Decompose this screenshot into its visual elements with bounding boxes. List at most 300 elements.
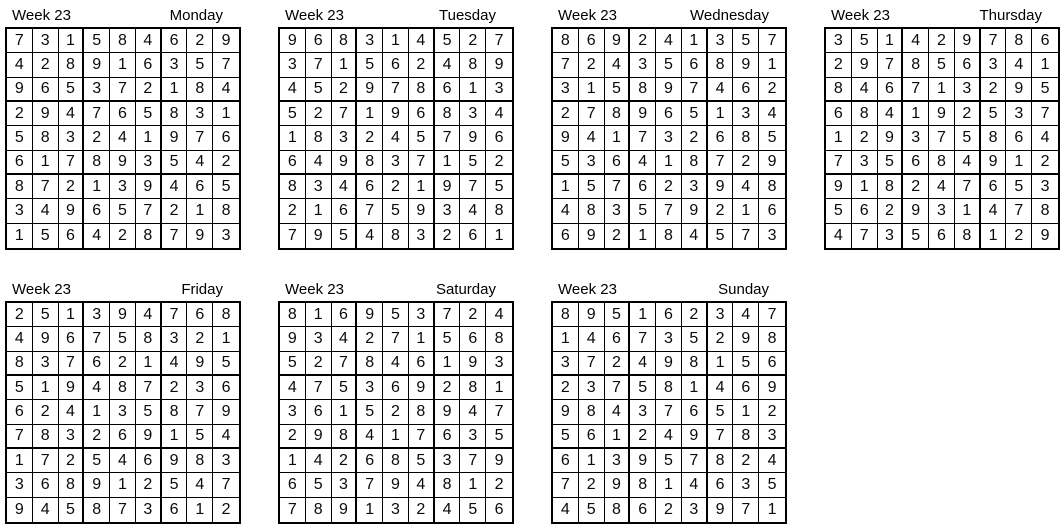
grid-cell: 1 [162, 425, 188, 449]
grid-cell: 8 [306, 126, 332, 150]
grid-cell: 4 [579, 126, 605, 150]
grid-cell: 7 [733, 224, 759, 248]
grid-cell: 1 [955, 199, 981, 223]
grid-cell: 4 [280, 78, 306, 102]
grid-cell: 9 [33, 327, 59, 351]
grid-cell: 8 [332, 425, 358, 449]
grid-cell: 9 [383, 473, 409, 497]
grid-cell: 6 [383, 53, 409, 77]
grid-cell: 1 [826, 126, 852, 150]
grid-cell: 2 [435, 376, 461, 400]
grid-cell: 3 [955, 78, 981, 102]
grid-cell: 1 [213, 102, 239, 126]
grid-cell: 6 [460, 224, 486, 248]
grid-cell: 5 [929, 53, 955, 77]
grid-cell: 2 [383, 400, 409, 424]
grid-cell: 9 [162, 449, 188, 473]
grid-cell: 1 [162, 78, 188, 102]
grid-cell: 9 [213, 29, 239, 53]
grid-cell: 1 [605, 425, 631, 449]
grid-cell: 1 [357, 498, 383, 522]
grid-cell: 9 [306, 224, 332, 248]
grid-cell: 3 [767, 226, 777, 244]
grid-cell: 4 [903, 29, 929, 53]
grid-cell: 4 [162, 352, 188, 376]
grid-cell: 8 [733, 425, 759, 449]
grid-cell: 2 [656, 175, 682, 199]
grid-cell: 5 [435, 29, 461, 53]
grid-cell: 7 [7, 425, 33, 449]
grid-cell: 6 [136, 449, 162, 473]
grid-cell: 5 [878, 151, 904, 175]
grid-cell: 2 [280, 425, 306, 449]
grid-cell: 5 [409, 126, 435, 150]
grid-cell: 9 [579, 303, 605, 327]
grid-cell: 2 [708, 199, 734, 223]
puzzle-header [5, 278, 241, 301]
grid-cell: 7 [213, 473, 239, 497]
grid-cell: 3 [332, 473, 358, 497]
grid-cell: 6 [162, 498, 188, 522]
grid-cell: 1 [929, 78, 955, 102]
grid-cell: 8 [7, 175, 33, 199]
grid-cell: 6 [33, 473, 59, 497]
grid-cell: 2 [136, 78, 162, 102]
day-label: Friday [181, 281, 223, 298]
grid-cell: 7 [187, 126, 213, 150]
grid-cell: 4 [929, 175, 955, 199]
day-label: Sunday [718, 281, 769, 298]
grid-cell: 8 [656, 224, 682, 248]
grid-cell: 6 [630, 175, 656, 199]
grid-cell: 5 [7, 376, 33, 400]
grid-cell: 9 [435, 175, 461, 199]
grid-cell: 4 [656, 425, 682, 449]
grid-cell: 3 [213, 449, 239, 473]
grid-cell: 2 [213, 151, 239, 175]
grid-cell: 7 [708, 425, 734, 449]
grid-cell: 7 [332, 352, 358, 376]
grid-cell: 2 [903, 175, 929, 199]
grid-cell: 8 [903, 53, 929, 77]
grid-cell: 3 [553, 352, 579, 376]
grid-cell: 2 [306, 102, 332, 126]
grid-cell: 4 [136, 303, 162, 327]
grid-cell: 4 [280, 376, 306, 400]
grid-cell: 1 [435, 151, 461, 175]
grid-cell: 8 [1032, 199, 1058, 223]
grid-cell: 1 [494, 226, 504, 244]
grid-cell: 3 [826, 29, 852, 53]
grid-cell: 4 [33, 199, 59, 223]
grid-cell: 7 [7, 29, 33, 53]
sudoku-puzzle-sunday [551, 278, 787, 524]
grid-cell: 3 [981, 53, 1007, 77]
grid-cell: 1 [981, 224, 1007, 248]
grid-cell: 4 [486, 102, 512, 126]
day-label: Thursday [979, 7, 1042, 24]
grid-cell: 9 [1006, 78, 1032, 102]
grid-cell: 9 [656, 78, 682, 102]
grid-cell: 3 [306, 175, 332, 199]
grid-cell: 9 [59, 199, 85, 223]
grid-cell: 4 [1032, 126, 1058, 150]
grid-cell: 6 [682, 53, 708, 77]
grid-cell: 8 [579, 400, 605, 424]
grid-cell: 9 [929, 102, 955, 126]
sudoku-grid [278, 27, 514, 250]
grid-cell: 7 [878, 53, 904, 77]
grid-cell: 9 [553, 400, 579, 424]
grid-cell: 2 [981, 78, 1007, 102]
grid-cell: 3 [460, 102, 486, 126]
grid-cell: 4 [383, 352, 409, 376]
grid-cell: 4 [306, 449, 332, 473]
grid-cell: 9 [187, 352, 213, 376]
grid-cell: 3 [357, 29, 383, 53]
grid-cell: 7 [553, 473, 579, 497]
grid-cell: 1 [767, 500, 777, 518]
grid-cell: 2 [759, 400, 785, 424]
grid-cell: 6 [981, 175, 1007, 199]
grid-row-bottom [5, 278, 1063, 524]
grid-cell: 5 [33, 303, 59, 327]
grid-cell: 3 [878, 224, 904, 248]
grid-cell: 3 [630, 53, 656, 77]
grid-cell: 2 [682, 303, 708, 327]
grid-cell: 3 [656, 327, 682, 351]
grid-cell: 6 [187, 303, 213, 327]
grid-cell: 4 [553, 498, 579, 522]
grid-cell: 9 [136, 175, 162, 199]
grid-cell: 8 [682, 151, 708, 175]
grid-cell: 5 [187, 425, 213, 449]
grid-cell: 8 [84, 498, 110, 522]
grid-cell: 3 [162, 53, 188, 77]
grid-cell: 6 [579, 29, 605, 53]
grid-cell: 6 [409, 102, 435, 126]
grid-cell: 1 [409, 175, 435, 199]
grid-cell: 9 [682, 199, 708, 223]
grid-cell: 8 [733, 126, 759, 150]
grid-cell: 2 [630, 29, 656, 53]
grid-cell: 1 [383, 29, 409, 53]
grid-cell: 9 [682, 425, 708, 449]
grid-cell: 5 [136, 102, 162, 126]
grid-cell: 1 [708, 102, 734, 126]
grid-cell: 8 [929, 151, 955, 175]
grid-cell: 5 [486, 425, 512, 449]
grid-cell: 8 [435, 102, 461, 126]
grid-cell: 8 [460, 376, 486, 400]
grid-cell: 2 [605, 224, 631, 248]
grid-cell: 9 [357, 78, 383, 102]
grid-cell: 6 [213, 376, 239, 400]
grid-cell: 3 [187, 376, 213, 400]
grid-cell: 9 [486, 53, 512, 77]
grid-cell: 7 [162, 303, 188, 327]
grid-cell: 3 [136, 498, 162, 522]
grid-cell: 2 [553, 376, 579, 400]
grid-cell: 3 [460, 425, 486, 449]
grid-cell: 4 [682, 224, 708, 248]
grid-cell: 6 [84, 352, 110, 376]
grid-cell: 4 [460, 199, 486, 223]
grid-cell: 6 [435, 78, 461, 102]
grid-cell: 5 [553, 151, 579, 175]
grid-cell: 3 [7, 473, 33, 497]
grid-cell: 3 [605, 199, 631, 223]
grid-cell: 7 [630, 126, 656, 150]
grid-cell: 2 [579, 473, 605, 497]
grid-cell: 7 [460, 175, 486, 199]
grid-cell: 8 [682, 352, 708, 376]
grid-cell: 2 [187, 327, 213, 351]
grid-cell: 5 [306, 78, 332, 102]
grid-cell: 5 [733, 352, 759, 376]
grid-cell: 5 [357, 53, 383, 77]
grid-cell: 3 [486, 352, 512, 376]
grid-cell: 6 [630, 498, 656, 522]
grid-cell: 9 [162, 126, 188, 150]
grid-cell: 5 [435, 327, 461, 351]
grid-cell: 4 [187, 473, 213, 497]
sudoku-grid [551, 301, 787, 524]
grid-cell: 4 [656, 29, 682, 53]
grid-cell: 4 [383, 126, 409, 150]
grid-cell: 7 [84, 102, 110, 126]
grid-cell: 3 [59, 126, 85, 150]
grid-cell: 1 [306, 303, 332, 327]
grid-cell: 5 [332, 224, 358, 248]
grid-cell: 7 [1006, 199, 1032, 223]
grid-cell: 6 [33, 78, 59, 102]
grid-cell: 7 [553, 53, 579, 77]
grid-cell: 9 [332, 498, 358, 522]
week-label: Week 23 [285, 7, 344, 24]
grid-cell: 6 [605, 327, 631, 351]
grid-cell: 2 [852, 126, 878, 150]
sudoku-puzzle-saturday [278, 278, 514, 524]
grid-cell: 4 [59, 102, 85, 126]
grid-cell: 9 [579, 224, 605, 248]
grid-cell: 2 [162, 376, 188, 400]
grid-cell: 1 [656, 473, 682, 497]
grid-cell: 3 [486, 78, 512, 102]
grid-cell: 1 [852, 175, 878, 199]
grid-cell: 3 [280, 400, 306, 424]
grid-cell: 6 [929, 224, 955, 248]
grid-cell: 3 [605, 449, 631, 473]
grid-cell: 6 [852, 199, 878, 223]
grid-cell: 1 [7, 449, 33, 473]
sudoku-grid [5, 301, 241, 524]
grid-cell: 7 [357, 199, 383, 223]
grid-cell: 6 [357, 175, 383, 199]
grid-cell: 7 [605, 376, 631, 400]
grid-cell: 3 [435, 449, 461, 473]
grid-cell: 1 [59, 29, 85, 53]
grid-cell: 5 [110, 327, 136, 351]
grid-cell: 4 [733, 303, 759, 327]
grid-cell: 4 [733, 175, 759, 199]
grid-cell: 6 [553, 449, 579, 473]
grid-cell: 6 [878, 78, 904, 102]
grid-cell: 6 [7, 400, 33, 424]
grid-cell: 3 [579, 376, 605, 400]
grid-cell: 4 [708, 78, 734, 102]
grid-cell: 3 [383, 151, 409, 175]
grid-cell: 8 [852, 102, 878, 126]
grid-cell: 9 [605, 473, 631, 497]
grid-cell: 2 [110, 224, 136, 248]
grid-cell: 5 [280, 352, 306, 376]
grid-cell: 3 [852, 151, 878, 175]
grid-cell: 6 [903, 151, 929, 175]
grid-cell: 5 [383, 199, 409, 223]
grid-cell: 5 [59, 498, 85, 522]
grid-cell: 9 [759, 151, 785, 175]
grid-cell: 5 [1032, 78, 1058, 102]
grid-cell: 6 [280, 151, 306, 175]
grid-cell: 1 [460, 78, 486, 102]
grid-cell: 7 [852, 224, 878, 248]
grid-cell: 2 [84, 126, 110, 150]
puzzle-header [278, 4, 514, 27]
grid-cell: 2 [7, 303, 33, 327]
grid-cell: 9 [708, 498, 734, 522]
grid-cell: 2 [1006, 224, 1032, 248]
grid-cell: 9 [955, 29, 981, 53]
grid-cell: 2 [460, 29, 486, 53]
grid-cell: 1 [605, 126, 631, 150]
grid-cell: 5 [955, 126, 981, 150]
grid-cell: 1 [656, 151, 682, 175]
grid-cell: 5 [1006, 175, 1032, 199]
grid-cell: 3 [435, 199, 461, 223]
grid-cell: 9 [84, 53, 110, 77]
grid-cell: 7 [656, 199, 682, 223]
day-label: Wednesday [690, 7, 769, 24]
grid-cell: 3 [1006, 102, 1032, 126]
grid-cell: 3 [759, 425, 785, 449]
grid-cell: 8 [981, 126, 1007, 150]
week-label: Week 23 [12, 7, 71, 24]
grid-cell: 3 [409, 303, 435, 327]
grid-cell: 9 [630, 449, 656, 473]
sudoku-grid [824, 27, 1060, 250]
grid-cell: 7 [435, 303, 461, 327]
grid-cell: 9 [383, 102, 409, 126]
grid-cell: 8 [630, 78, 656, 102]
grid-cell: 6 [1006, 126, 1032, 150]
grid-cell: 3 [656, 126, 682, 150]
grid-cell: 1 [733, 199, 759, 223]
puzzle-header [824, 4, 1060, 27]
grid-cell: 9 [332, 151, 358, 175]
grid-cell: 6 [579, 425, 605, 449]
week-label: Week 23 [831, 7, 890, 24]
grid-cell: 8 [59, 53, 85, 77]
grid-cell: 3 [7, 199, 33, 223]
grid-cell: 5 [579, 175, 605, 199]
grid-cell: 2 [409, 498, 435, 522]
grid-cell: 5 [84, 29, 110, 53]
grid-cell: 5 [682, 102, 708, 126]
grid-cell: 9 [280, 29, 306, 53]
grid-cell: 5 [332, 376, 358, 400]
grid-cell: 7 [33, 449, 59, 473]
grid-cell: 8 [33, 425, 59, 449]
grid-cell: 3 [630, 400, 656, 424]
puzzle-header [551, 278, 787, 301]
grid-cell: 9 [1040, 226, 1050, 244]
grid-cell: 1 [84, 400, 110, 424]
grid-cell: 9 [409, 199, 435, 223]
grid-cell: 2 [357, 126, 383, 150]
grid-cell: 9 [84, 473, 110, 497]
grid-cell: 5 [187, 53, 213, 77]
grid-cell: 2 [306, 352, 332, 376]
grid-cell: 1 [630, 224, 656, 248]
grid-cell: 2 [435, 224, 461, 248]
grid-cell: 7 [708, 151, 734, 175]
grid-cell: 7 [579, 102, 605, 126]
grid-cell: 3 [708, 29, 734, 53]
grid-cell: 8 [162, 102, 188, 126]
grid-cell: 6 [59, 327, 85, 351]
grid-cell: 3 [409, 224, 435, 248]
grid-cell: 7 [136, 376, 162, 400]
grid-cell: 1 [332, 400, 358, 424]
grid-cell: 4 [682, 473, 708, 497]
grid-cell: 5 [33, 224, 59, 248]
grid-cell: 7 [383, 327, 409, 351]
grid-cell: 2 [878, 199, 904, 223]
grid-cell: 1 [306, 199, 332, 223]
grid-cell: 3 [110, 400, 136, 424]
grid-cell: 5 [306, 473, 332, 497]
grid-cell: 4 [759, 449, 785, 473]
grid-cell: 3 [306, 327, 332, 351]
grid-cell: 2 [630, 425, 656, 449]
grid-cell: 1 [579, 78, 605, 102]
grid-cell: 5 [708, 400, 734, 424]
grid-cell: 1 [33, 376, 59, 400]
grid-cell: 6 [733, 376, 759, 400]
grid-cell: 6 [494, 500, 504, 518]
grid-cell: 9 [7, 498, 33, 522]
grid-cell: 9 [708, 175, 734, 199]
grid-cell: 8 [162, 400, 188, 424]
sudoku-puzzle-wednesday [551, 4, 787, 250]
grid-cell: 9 [187, 224, 213, 248]
grid-cell: 5 [759, 473, 785, 497]
grid-cell: 8 [579, 199, 605, 223]
grid-cell: 2 [33, 53, 59, 77]
grid-cell: 8 [136, 224, 162, 248]
grid-cell: 4 [630, 151, 656, 175]
grid-cell: 8 [708, 53, 734, 77]
grid-cell: 4 [332, 327, 358, 351]
grid-cell: 6 [605, 151, 631, 175]
grid-cell: 7 [435, 126, 461, 150]
grid-cell: 9 [460, 352, 486, 376]
grid-cell: 7 [213, 53, 239, 77]
grid-cell: 6 [1032, 29, 1058, 53]
grid-cell: 8 [213, 303, 239, 327]
grid-cell: 8 [383, 449, 409, 473]
